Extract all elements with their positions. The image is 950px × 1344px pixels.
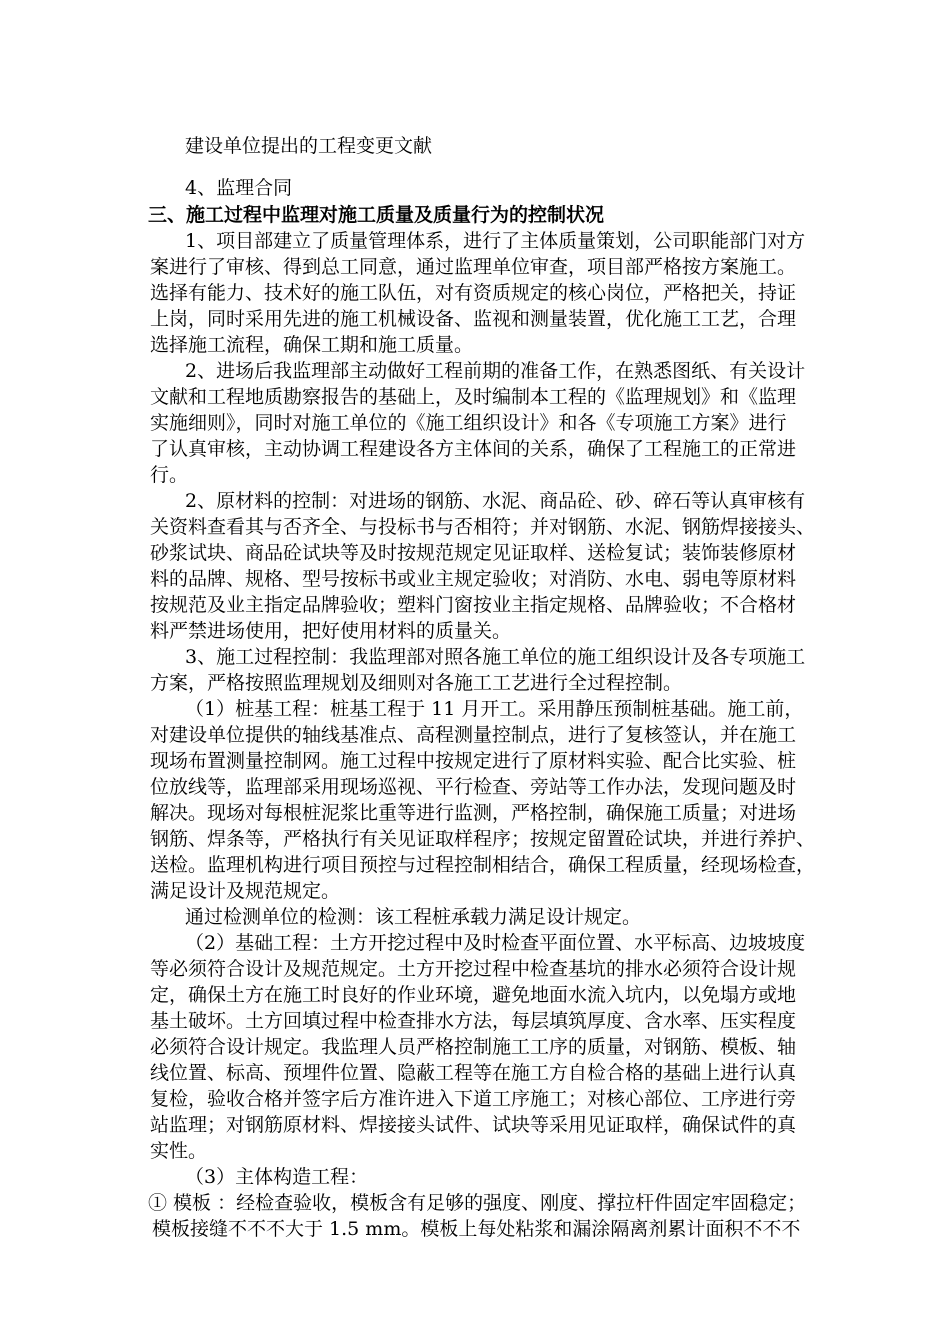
text-line: 案进行了审核、得到总工同意，通过监理单位审查，项目部严格按方案施工。 xyxy=(150,256,797,278)
text-line: 模板接缝不不不大于 1.5 mm。模板上每处粘浆和漏涂隔离剂累计面积不不不 xyxy=(152,1218,801,1240)
text-line: 线位置、标高、预埋件位置、隐蔽工程等在施工方自检合格的基础上进行认真 xyxy=(150,1062,797,1084)
text-line: 2、原材料的控制：对进场的钢筋、水泥、商品砼、砂、碎石等认真审核有 xyxy=(185,490,806,512)
text-line: 砂浆试块、商品砼试块等及时按规范规定见证取样、送检复试；装饰装修原材 xyxy=(150,542,797,564)
text-line: 料严禁进场使用，把好使用材料的质量关。 xyxy=(150,620,512,642)
text-line: 解决。现场对每根桩泥浆比重等进行监测，严格控制，确保施工质量；对进场 xyxy=(150,802,797,824)
text-line: 送检。监理机构进行项目预控与过程控制相结合，确保工程质量，经现场检查， xyxy=(150,854,816,876)
text-line: 4、监理合同 xyxy=(185,177,293,199)
text-line: 行。 xyxy=(150,464,189,486)
text-line: （1）桩基工程：桩基工程于 11 月开工。采用静压预制桩基础。施工前， xyxy=(185,698,804,720)
text-line: 文献和工程地质勘察报告的基础上，及时编制本工程的《监理规划》和《监理 xyxy=(150,386,797,408)
text-line: ① 模板 ：经检查验收，模板含有足够的强度、刚度、撑拉杆件固定牢固稳定； xyxy=(148,1192,807,1214)
text-line: 选择有能力、技术好的施工队伍，对有资质规定的核心岗位，严格把关，持证 xyxy=(150,282,797,304)
text-line: 按规范及业主指定品牌验收；塑料门窗按业主指定规格、品牌验收；不合格材 xyxy=(150,594,797,616)
text-line: 站监理；对钢筋原材料、焊接接头试件、试块等采用见证取样，确保试件的真 xyxy=(150,1114,797,1136)
text-line: 对建设单位提供的轴线基准点、高程测量控制点，进行了复核签认，并在施工 xyxy=(150,724,797,746)
text-line: 建设单位提出的工程变更文献 xyxy=(185,135,433,157)
text-line: （2）基础工程：土方开挖过程中及时检查平面位置、水平标高、边坡坡度 xyxy=(185,932,806,954)
text-line: 实性。 xyxy=(150,1140,208,1162)
text-line: 实施细则》，同时对施工单位的《施工组织设计》和各《专项施工方案》进行 xyxy=(150,412,787,434)
text-line: 料的品牌、规格、型号按标书或业主规定验收；对消防、水电、弱电等原材料 xyxy=(150,568,797,590)
text-line: （3）主体构造工程： xyxy=(185,1166,369,1188)
text-line: 1、项目部建立了质量管理体系，进行了主体质量策划，公司职能部门对方 xyxy=(185,230,806,252)
text-line: 3、施工过程控制：我监理部对照各施工单位的施工组织设计及各专项施工 xyxy=(185,646,806,668)
text-line: 等必须符合设计及规范规定。土方开挖过程中检查基坑的排水必须符合设计规 xyxy=(150,958,797,980)
text-line: 2、进场后我监理部主动做好工程前期的准备工作，在熟悉图纸、有关设计 xyxy=(185,360,806,382)
text-line: 位放线等，监理部采用现场巡视、平行检查、旁站等工作办法，发现问题及时 xyxy=(150,776,797,798)
section-heading: 三、施工过程中监理对施工质量及质量行为的控制状况 xyxy=(148,204,605,226)
text-line: 上岗，同时采用先进的施工机械设备、监视和测量装置，优化施工工艺，合理 xyxy=(150,308,797,330)
text-line: 关资料查看其与否齐全、与投标书与否相符；并对钢筋、水泥、钢筋焊接接头、 xyxy=(150,516,816,538)
text-line: 定，确保土方在施工时良好的作业环境，避免地面水流入坑内，以免塌方或地 xyxy=(150,984,797,1006)
text-line: 通过检测单位的检测：该工程桩承载力满足设计规定。 xyxy=(185,906,642,928)
text-line: 现场布置测量控制网。施工过程中按规定进行了原材料实验、配合比实验、桩 xyxy=(150,750,797,772)
text-line: 了认真审核，主动协调工程建设各方主体间的关系，确保了工程施工的正常进 xyxy=(150,438,797,460)
text-line: 钢筋、焊条等，严格执行有关见证取样程序；按规定留置砼试块，并进行养护、 xyxy=(150,828,816,850)
text-line: 选择施工流程，确保工期和施工质量。 xyxy=(150,334,474,356)
text-line: 必须符合设计规定。我监理人员严格控制施工工序的质量，对钢筋、模板、轴 xyxy=(150,1036,797,1058)
text-line: 满足设计及规范规定。 xyxy=(150,880,341,902)
text-line: 方案，严格按照监理规划及细则对各施工工艺进行全过程控制。 xyxy=(150,672,683,694)
text-line: 复检，验收合格并签字后方准许进入下道工序施工；对核心部位、工序进行旁 xyxy=(150,1088,797,1110)
text-line: 基土破坏。土方回填过程中检查排水方法，每层填筑厚度、含水率、压实程度 xyxy=(150,1010,797,1032)
